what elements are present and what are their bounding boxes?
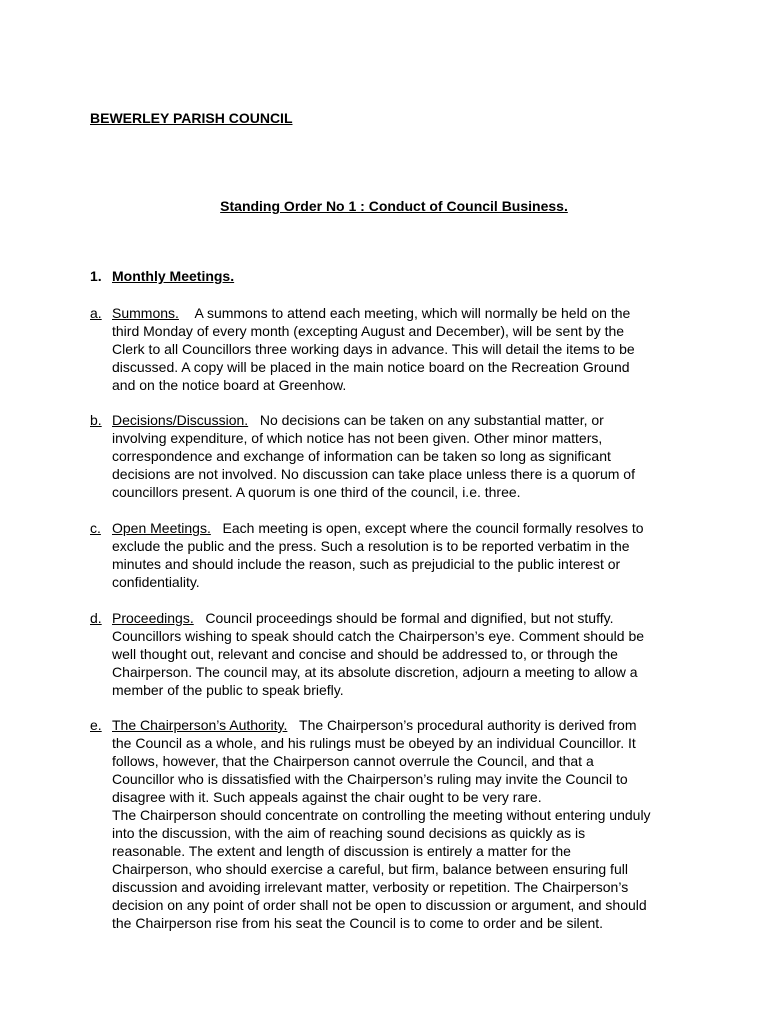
paragraph-letter: d. xyxy=(90,610,102,626)
paragraph-body xyxy=(112,609,700,699)
paragraph-body xyxy=(112,411,700,501)
paragraph-summons xyxy=(90,304,700,394)
paragraph-line: councillors present. A quorum is one third of the council, i.e. three. xyxy=(112,484,521,500)
paragraph-line: member of the public to speak briefly. xyxy=(112,682,344,698)
paragraph-line: discussed. A copy will be placed in the main notice board on the Recreation Ground xyxy=(112,359,630,375)
paragraph-decisions-discussion xyxy=(90,411,700,501)
paragraph-line: reasonable. The extent and length of discussion is entirely a matter for the xyxy=(112,843,571,859)
paragraph-line: decisions are not involved. No discussion can take place unless there is a quorum of xyxy=(112,466,635,482)
paragraph-line: the Chairperson rise from his seat the Council is to come to order and be silent. xyxy=(112,915,604,931)
paragraph-line: discussion and avoiding irrelevant matter, verbosity or repetition. The Chairperson’s xyxy=(112,879,629,895)
paragraph-line: Clerk to all Councillors three working days in advance. This will detail the items to be xyxy=(112,341,635,357)
paragraph-line: follows, however, that the Chairperson cannot overrule the Council, and that a xyxy=(112,753,594,769)
paragraph-line xyxy=(112,411,700,429)
standing-order-title: Standing Order No 1 : Conduct of Council Business. xyxy=(220,198,568,214)
section-heading xyxy=(90,268,234,284)
paragraph-heading: The Chairperson’s Authority. xyxy=(112,717,288,733)
paragraph-line: the Council as a whole, and his rulings must be obeyed by an individual Councillor. It xyxy=(112,735,636,751)
paragraph-chairpersons-authority xyxy=(90,716,700,932)
paragraph-open-meetings xyxy=(90,519,700,591)
paragraph-body xyxy=(112,519,700,591)
paragraph-line xyxy=(112,304,700,322)
paragraph-letter: b. xyxy=(90,412,102,428)
paragraph-proceedings xyxy=(90,609,700,699)
line-text: Council proceedings should be formal and dignified, but not stuffy. xyxy=(205,610,614,626)
paragraph-heading: Open Meetings. xyxy=(112,520,211,536)
paragraph-heading: Summons. xyxy=(112,305,179,321)
paragraph-line: Councillor who is dissatisfied with the Chairperson’s ruling may invite the Council to xyxy=(112,771,628,787)
paragraph-line: Councillors wishing to speak should catch the Chairperson’s eye. Comment should be xyxy=(112,628,645,644)
paragraph-line: exclude the public and the press. Such a resolution is to be reported verbatim in the xyxy=(112,538,630,554)
paragraph-line: Chairperson. The council may, at its absolute discretion, adjourn a meeting to allow a xyxy=(112,664,638,680)
section-number: 1. xyxy=(90,268,102,284)
paragraph-letter: c. xyxy=(90,520,101,536)
paragraph-line xyxy=(112,519,700,537)
paragraph-letter: a. xyxy=(90,305,102,321)
paragraph-line: and on the notice board at Greenhow. xyxy=(112,377,347,393)
paragraph-line: well thought out, relevant and concise and should be addressed to, or through the xyxy=(112,646,618,662)
council-title: BEWERLEY PARISH COUNCIL xyxy=(90,110,293,126)
paragraph-body xyxy=(112,716,700,932)
paragraph-body xyxy=(112,304,700,394)
paragraph-line: decision on any point of order shall not be open to discussion or argument, and should xyxy=(112,897,647,913)
paragraph-heading: Proceedings. xyxy=(112,610,194,626)
line-text: The Chairperson’s procedural authority is derived from xyxy=(299,717,637,733)
paragraph-line: The Chairperson should concentrate on controlling the meeting without entering unduly xyxy=(112,807,651,823)
paragraph-line: confidentiality. xyxy=(112,574,200,590)
line-text: Each meeting is open, except where the council formally resolves to xyxy=(222,520,644,536)
line-text: No decisions can be taken on any substantial matter, or xyxy=(259,412,604,428)
paragraph-letter: e. xyxy=(90,717,102,733)
paragraph-line: minutes and should include the reason, such as prejudicial to the public interest or xyxy=(112,556,621,572)
paragraph-line: Chairperson, who should exercise a careful, but firm, balance between ensuring full xyxy=(112,861,628,877)
paragraph-line: into the discussion, with the aim of reaching sound decisions as quickly as is xyxy=(112,825,586,841)
paragraph-line: correspondence and exchange of information can be taken so long as significant xyxy=(112,448,611,464)
paragraph-line: involving expenditure, of which notice has not been given. Other minor matters, xyxy=(112,430,603,446)
line-text: A summons to attend each meeting, which will normally be held on the xyxy=(194,305,631,321)
paragraph-line: third Monday of every month (excepting August and December), will be sent by the xyxy=(112,323,625,339)
section-title: Monthly Meetings. xyxy=(112,268,235,284)
paragraph-heading: Decisions/Discussion. xyxy=(112,412,249,428)
paragraph-line xyxy=(112,716,700,734)
paragraph-line: disagree with it. Such appeals against the chair ought to be very rare. xyxy=(112,789,542,805)
paragraph-line xyxy=(112,609,700,627)
